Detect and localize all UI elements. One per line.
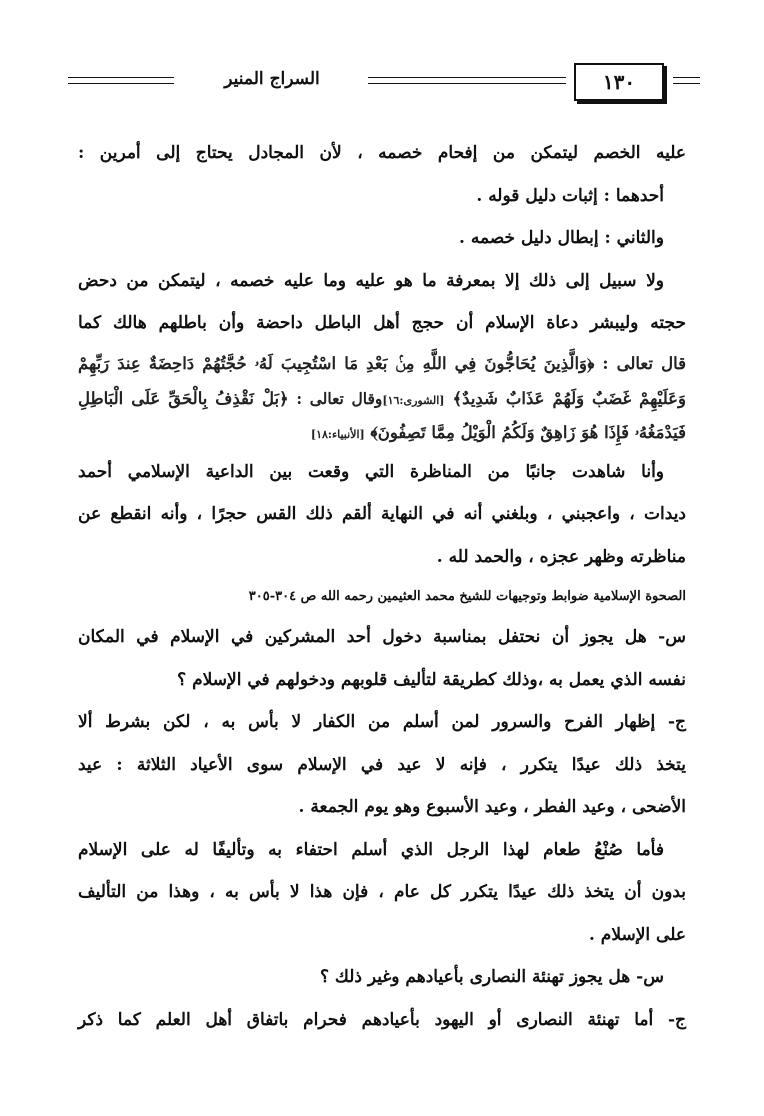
answer-1-line-1: ج- إظهار الفرح والسرور لمن أسلم من الكفار لا بأس به ، لكن بشرط ألا <box>78 712 686 732</box>
question-1-line-1: س- هل يجوز أن نحتفل بمناسبة دخول أحد المشركين في الإسلام في المكان <box>78 627 686 647</box>
text-line-2: أحدهما : إثبات دليل قوله . <box>476 185 664 206</box>
text-line-9: وأنا شاهدت جانبًا من المناظرة التي وقعت بين الداعية الإسلامي أحمد <box>78 461 664 482</box>
text-line-5: حجته وليبشر دعاة الإسلام أن حجج أهل الباطل داحضة وأن باطلهم هالك كما <box>78 313 686 333</box>
answer-1-line-5: بدون أن يتخذ ذلك عيدًا يتكرر كل عام ، فإن هذا لا بأس به ، وهذا من التأليف <box>78 882 686 902</box>
quote-intro-2: وقال تعالى : <box>288 388 383 408</box>
quran-verse-1b: وَعَلَيْهِمْ غَضَبٌ وَلَهُمْ عَذَابٌ شَدِيدٌ﴾ <box>452 388 686 408</box>
text-line-4: ولا سبيل إلى ذلك إلا بمعرفة ما هو عليه وما عليه خصمه ، ليتمكن من دحض <box>78 270 664 291</box>
header-rule-left <box>68 77 174 84</box>
answer-1-line-2: يتخذ ذلك عيدًا يتكرر ، فإنه لا عيد في الإسلام سوى الأعياد الثلاثة : عيد <box>78 754 686 775</box>
book-title: السراج المنير <box>224 69 320 89</box>
header-rule-middle <box>368 77 566 84</box>
question-2: س- هل يجوز تهنئة النصارى بأعيادهم وغير ذلك ؟ <box>319 967 664 987</box>
quran-verse-2a: ﴿بَلْ نَقْذِفُ بِالْحَقِّ عَلَى الْبَاطِلِ <box>78 388 289 408</box>
question-1-line-2: نفسه الذي يعمل به ،وذلك كطريقة لتأليف قلوبهم ودخولهم في الإسلام ؟ <box>177 669 686 690</box>
quran-verse-1a: ﴿وَالَّذِينَ يُحَاجُّونَ فِي اللَّهِ مِنۢ بَعْدِ مَا اسْتُجِيبَ لَهُۥ حُجَّتُهُمْ دَاحِضَةٌ عِندَ رَبِّهِمْ <box>78 353 595 373</box>
page-number: ١٣٠ <box>602 70 636 94</box>
answer-2-line-1: ج- أما تهنئة النصارى أو اليهود بأعيادهم فحرام باتفاق أهل العلم كما ذكر <box>78 1009 686 1030</box>
quote-line-2 <box>78 383 686 417</box>
quote-line-3 <box>78 417 686 451</box>
answer-1-line-6: على الإسلام . <box>588 924 686 945</box>
source-citation: الصحوة الإسلامية ضوابط وتوجيهات للشيخ محمد العثيمين رحمه الله ص ٣٠٤-٣٠٥ <box>248 589 686 604</box>
text-line-1: عليه الخصم ليتمكن من إفحام خصمه ، لأن المجادل يحتاج إلى أمرين : <box>78 143 686 163</box>
verse-reference-1: [الشورى:١٦] <box>382 393 445 407</box>
page-header <box>68 63 700 103</box>
text-line-10: ديدات ، واعجبني ، وبلغني أنه في النهاية ألقم ذلك القس حجرًا ، وأنه انقطع عن <box>78 504 686 524</box>
quran-verse-2b: فَيَدْمَغُهُۥ فَإِذَا هُوَ زَاهِقٌ وَلَكُمُ الْوَيْلُ مِمَّا تَصِفُونَ﴾ <box>370 422 686 442</box>
answer-1-line-3: الأضحى ، وعيد الفطر ، وعيد الأسبوع وهو يوم الجمعة . <box>298 797 686 817</box>
page-body <box>78 132 686 1041</box>
page-number-box <box>574 63 664 101</box>
quote-intro: قال تعالى : <box>594 353 686 373</box>
text-line-11: مناظرته وظهر عجزه ، والحمد لله . <box>436 546 686 567</box>
answer-1-line-4: فأما صُنْعُ طعام لهذا الرجل الذي أسلم احتفاء به وتأليفًا له على الإسلام <box>78 839 664 860</box>
text-line-3: والثاني : إبطال دليل خصمه . <box>459 228 664 248</box>
quote-line-1 <box>78 345 686 383</box>
verse-reference-2: [الأنبياء:١٨] <box>310 427 365 441</box>
header-rule-right <box>673 77 700 84</box>
